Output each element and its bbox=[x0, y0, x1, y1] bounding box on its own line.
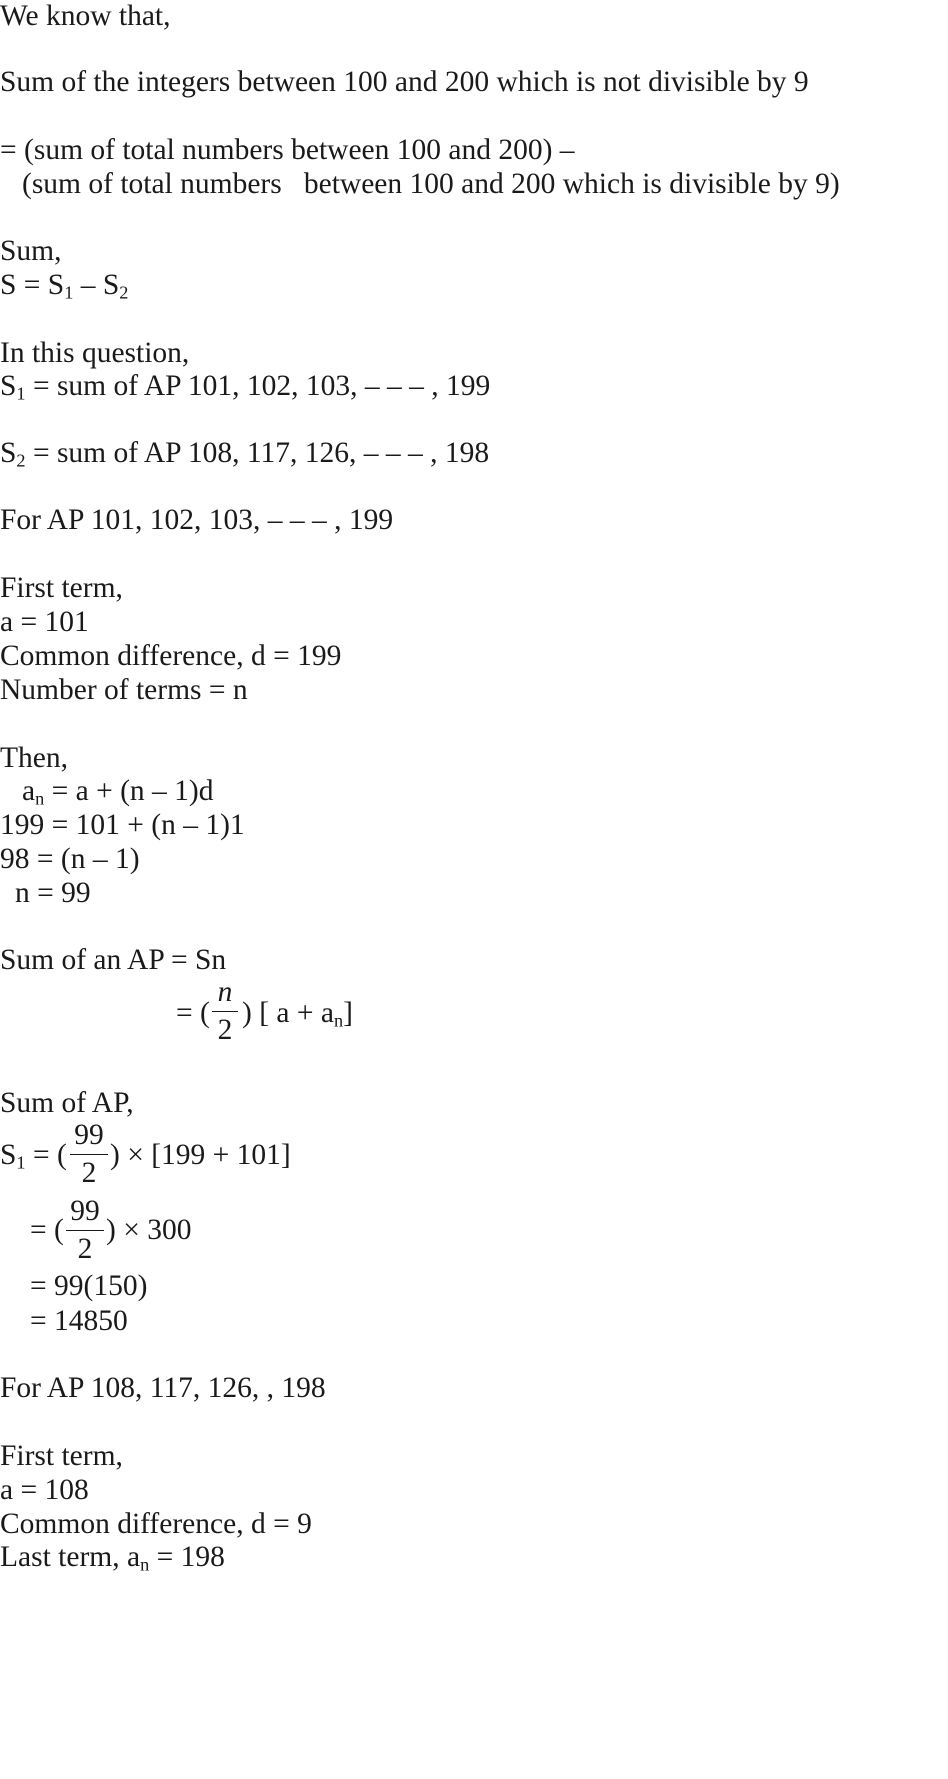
sum-formula-prefix: = ( bbox=[176, 997, 210, 1029]
s1-step-2-prefix: = ( bbox=[30, 1214, 64, 1246]
fraction-numerator: 99 bbox=[70, 1195, 100, 1227]
fraction-denominator: 2 bbox=[217, 1013, 233, 1046]
ap1-first-term: a = 101 bbox=[0, 606, 89, 638]
intro-line-3: = (sum of total numbers between 100 and 200) – bbox=[0, 134, 575, 166]
s1-equation-lhs: $S_1$ = ( bbox=[0, 1139, 67, 1173]
question-label: In this question, bbox=[0, 337, 190, 369]
s1-definition: $S_1$ = sum of AP 101, 102, 103, – – – , 199 bbox=[0, 370, 491, 404]
ap1-then: Then, bbox=[0, 742, 68, 774]
s1-step-3: = 99(150) bbox=[30, 1270, 148, 1302]
intro-line-2: Sum of the integers between 100 and 200 which is not divisible by 9 bbox=[0, 66, 809, 98]
ap2-header: For AP 108, 117, 126, , 198 bbox=[0, 1372, 326, 1404]
s2-definition: $S_2$ = sum of AP 108, 117, 126, – – – , 198 bbox=[0, 437, 490, 471]
ap1-step-2: 98 = (n – 1) bbox=[0, 843, 140, 875]
ap2-first-term-label: First term, bbox=[0, 1440, 123, 1472]
sum-label: Sum, bbox=[0, 235, 62, 267]
ap2-last-term: Last term, $a_n = 198$ bbox=[0, 1541, 225, 1575]
fraction-bar bbox=[66, 1230, 104, 1231]
sum-formula-label: Sum of an AP = Sn bbox=[0, 944, 227, 976]
ap2-common-difference: Common difference, d = 9 bbox=[0, 1508, 312, 1540]
ap1-common-difference: Common difference, d = 199 bbox=[0, 640, 342, 672]
sum-formula-fraction bbox=[212, 978, 238, 1045]
sum-formula-suffix: ) [ $a + a_n$] bbox=[242, 997, 353, 1031]
ap1-number-of-terms: Number of terms = n bbox=[0, 674, 248, 706]
fraction-denominator: 2 bbox=[77, 1232, 93, 1265]
fraction-bar bbox=[212, 1011, 238, 1012]
sum-formula: $S = S_1 - S_2$ bbox=[0, 269, 129, 303]
fraction-numerator: 99 bbox=[74, 1119, 104, 1151]
fraction-bar bbox=[70, 1154, 108, 1155]
fraction-numerator: n bbox=[217, 976, 233, 1008]
s1-fraction bbox=[70, 1121, 108, 1188]
sum-ap1-label: Sum of AP, bbox=[0, 1087, 134, 1119]
intro-line-1: We know that, bbox=[0, 0, 171, 32]
s1-step-2-rest: ) × 300 bbox=[106, 1214, 192, 1246]
ap1-first-term-label: First term, bbox=[0, 572, 123, 604]
ap1-nth-term-formula: $a_n = a + (n - 1)d$ bbox=[22, 775, 214, 809]
s1-equation-rhs: ) × [199 + 101] bbox=[110, 1139, 291, 1171]
ap1-header: For AP 101, 102, 103, – – – , 199 bbox=[0, 504, 394, 536]
intro-line-4: (sum of total numbers between 100 and 200 which is divisible by 9) bbox=[22, 168, 840, 200]
fraction-denominator: 2 bbox=[81, 1156, 97, 1189]
s1-result: = 14850 bbox=[30, 1305, 128, 1337]
ap1-step-3: n = 99 bbox=[15, 877, 91, 909]
s1-step-2-fraction bbox=[66, 1197, 104, 1264]
ap1-step-1: 199 = 101 + (n – 1)1 bbox=[0, 809, 245, 841]
ap2-first-term: a = 108 bbox=[0, 1474, 89, 1506]
